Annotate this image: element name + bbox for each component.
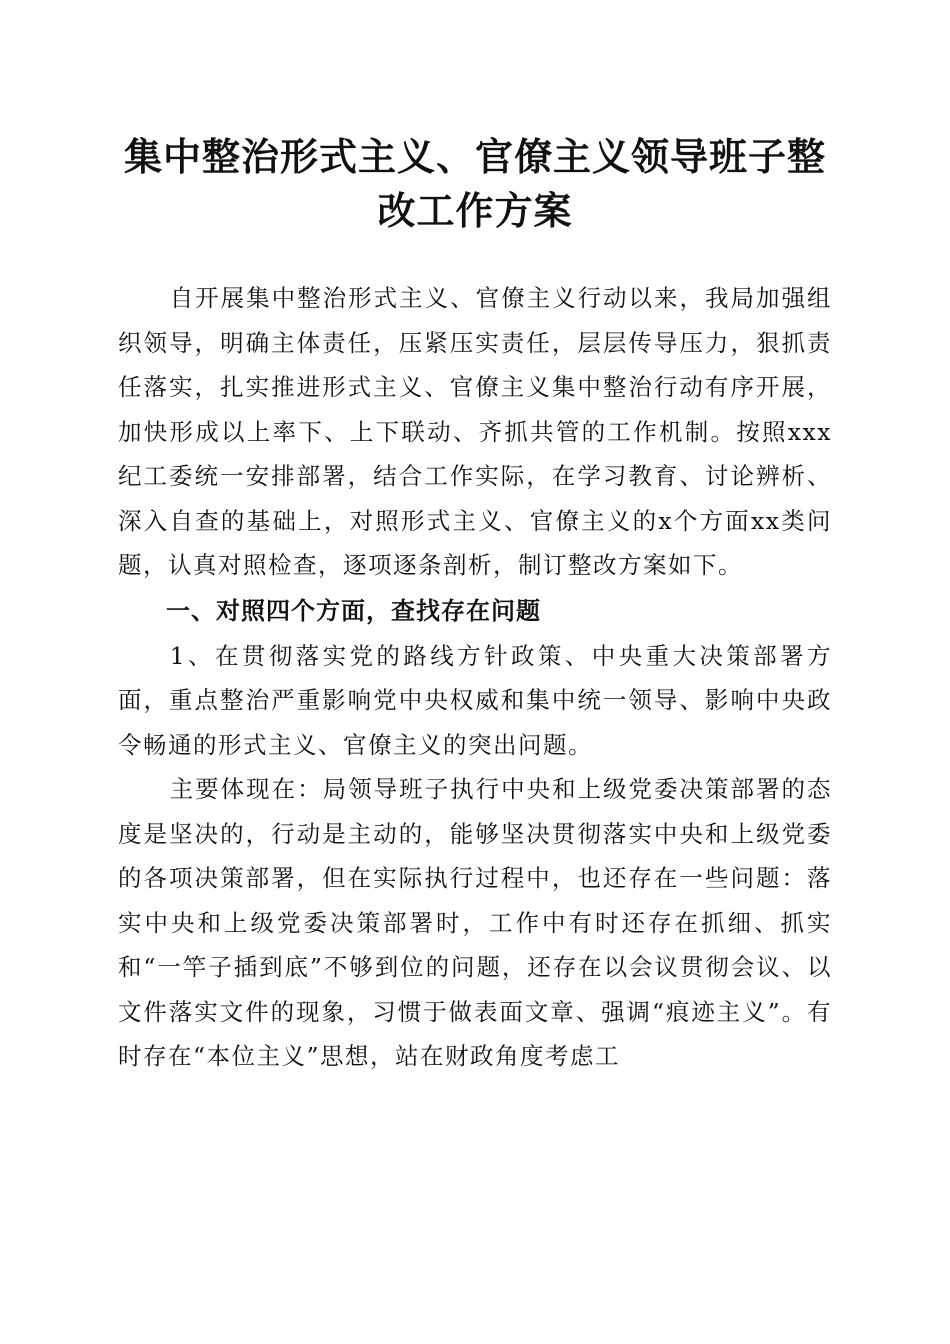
document-title: 集中整治形式主义、官僚主义领导班子整改工作方案 (123, 134, 826, 233)
intro-paragraph: 自开展集中整治形式主义、官僚主义行动以来，我局加强组织领导，明确主体责任，压紧压实责任，层层传导压力，狠抓责任落实，扎实推进形式主义、官僚主义集中整治行动有序开展，加快形成以上率下、上下联动、齐抓共管的工作机制。按照xxx纪工委统一安排部署，结合工作实际，在学习教育、讨论辨析、深入自查的基础上，对照形式主义、官僚主义的x个方面xx类问题，认真对照检查，逐项逐条剖析，制订整改方案如下。 (118, 284, 832, 579)
detail-paragraph: 主要体现在：局领导班子执行中央和上级党委决策部署的态度是坚决的，行动是主动的，能够坚决贯彻落实中央和上级党委的各项决策部署，但在实际执行过程中，也还存在一些问题：落实中央和上级党委决策部署时，工作中有时还存在抓细、抓实和“一竿子插到底”不够到位的问题，还存在以会议贯彻会议、以文件落实文件的现象，习惯于做表面文章、强调“痕迹主义”。有时存在“本位主义”思想，站在财政角度考虑工 (118, 775, 832, 1070)
item-paragraph: 1、在贯彻落实党的路线方针政策、中央重大决策部署方面，重点整治严重影响党中央权威和集中统一领导、影响中央政令畅通的形式主义、官僚主义的突出问题。 (118, 641, 832, 759)
section-heading: 一、对照四个方面，查找存在问题 (166, 596, 541, 625)
document-body (118, 276, 832, 1079)
